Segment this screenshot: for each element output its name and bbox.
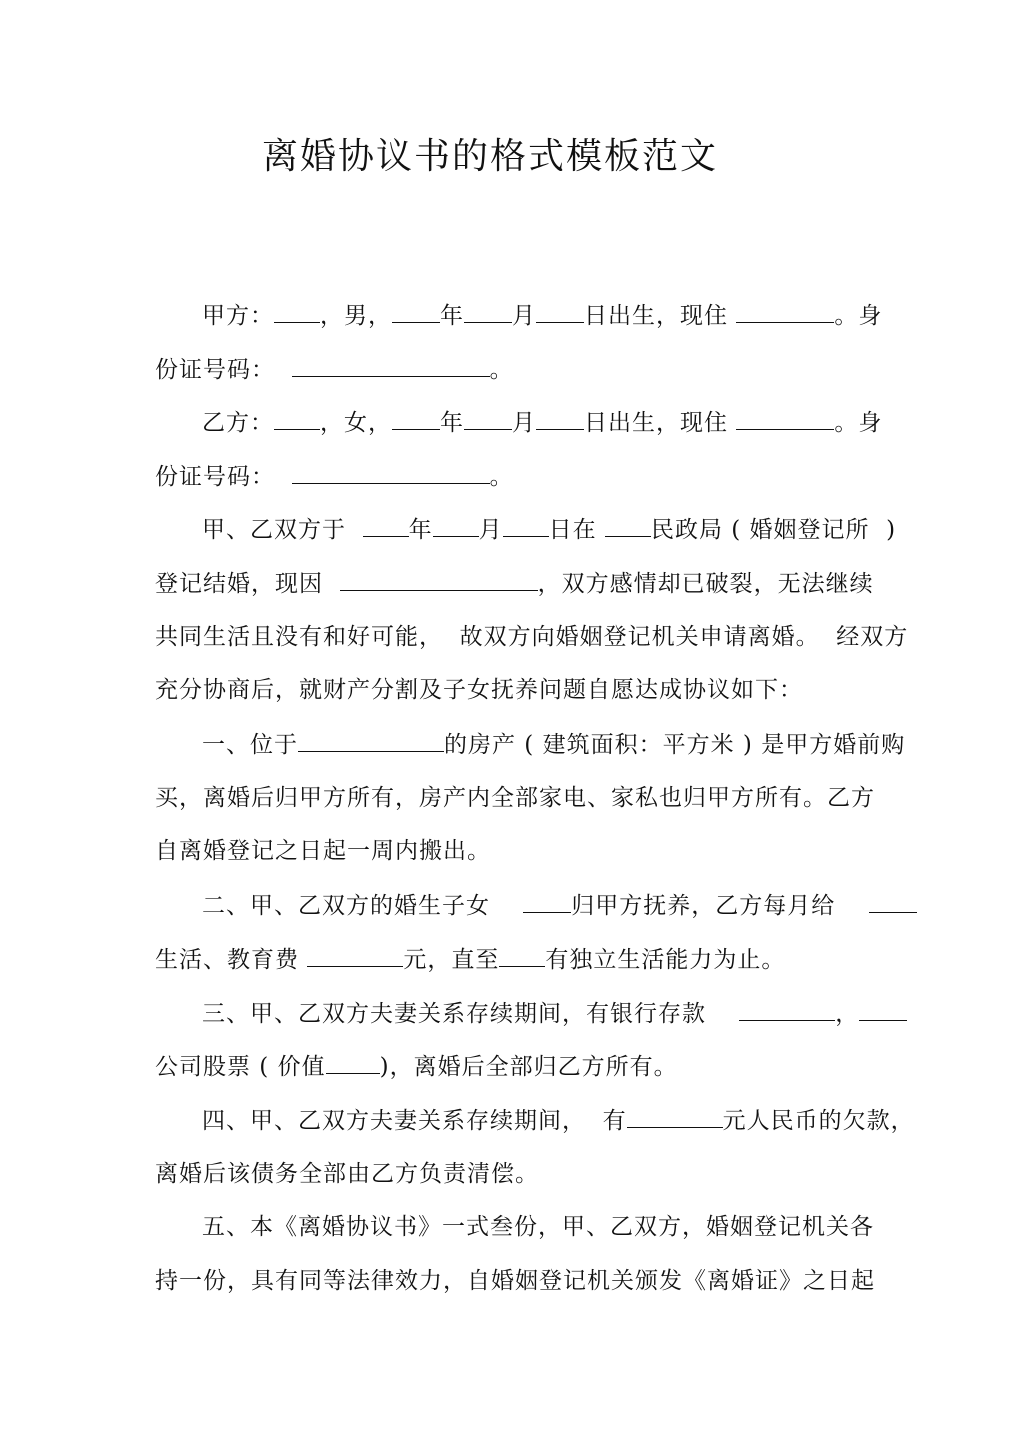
blank-field — [340, 568, 538, 591]
party-b-line: 乙方： ，女， 年 月 日出生，现住 。身 — [202, 407, 882, 438]
paragraph-line: 持一份，具有同等法律效力，自婚姻登记机关颁发《离婚证》之日起 — [155, 1268, 875, 1294]
blank-field — [869, 890, 917, 913]
paragraph-line: 离婚后该债务全部由乙方负责清偿。 — [155, 1161, 539, 1187]
blank-field — [523, 890, 571, 913]
blank-field — [503, 514, 549, 537]
blank-field — [736, 300, 834, 323]
document-title: 离婚协议书的格式模板范文 — [261, 136, 718, 177]
clause-4-line: 四、甲、乙双方夫妻关系存续期间， 有 元人民币的欠款， — [202, 1105, 915, 1136]
blank-field — [859, 998, 907, 1021]
blank-field — [736, 407, 834, 430]
blank-field — [536, 407, 584, 430]
blank-field — [274, 407, 320, 430]
blank-field — [274, 300, 320, 323]
blank-field — [392, 407, 440, 430]
blank-field — [464, 300, 512, 323]
clause-5-line: 五、本《离婚协议书》一式叁份，甲、乙双方，婚姻登记机关各 — [202, 1214, 874, 1240]
blank-field — [292, 461, 490, 484]
reason-line: 登记结婚，现因 ，双方感情却已破裂，无法继续 — [155, 568, 874, 599]
blank-field — [499, 944, 545, 967]
blank-field — [307, 944, 403, 967]
blank-field — [298, 729, 444, 752]
paragraph-line: 充分协商后，就财产分割及子女抚养问题自愿达成协议如下： — [155, 677, 803, 703]
party-a-line: 甲方： ，男， 年 月 日出生，现住 。身 — [202, 300, 882, 331]
blank-field — [392, 300, 440, 323]
blank-field — [464, 407, 512, 430]
blank-field — [605, 514, 651, 537]
blank-field — [326, 1051, 380, 1074]
party-a-id-line: 份证号码： 。 — [155, 354, 514, 385]
blank-field — [739, 998, 835, 1021]
clause-2-line: 二、甲、乙双方的婚生子女 归甲方抚养，乙方每月给 — [202, 890, 917, 921]
blank-field — [627, 1105, 723, 1128]
clause-1-line: 一、位于 的房产 ( 建筑面积：平方米 ) 是甲方婚前购 — [202, 729, 905, 760]
paragraph-line: 自离婚登记之日起一周内搬出。 — [155, 838, 491, 864]
blank-field — [536, 300, 584, 323]
clause-3-line: 三、甲、乙双方夫妻关系存续期间，有银行存款 ， — [202, 998, 907, 1029]
blank-field — [363, 514, 409, 537]
blank-field — [433, 514, 479, 537]
blank-field — [292, 354, 490, 377]
clause-2-continued-line: 生活、教育费 元，直至 有独立生活能力为止。 — [155, 944, 785, 975]
marriage-registration-line: 甲、乙双方于 年 月 日在 民政局 ( 婚姻登记所 ) — [202, 514, 896, 545]
paragraph-line: 共同生活且没有和好可能， 故双方向婚姻登记机关申请离婚。 经双方 — [155, 624, 909, 650]
paragraph-line: 买，离婚后归甲方所有，房产内全部家电、家私也归甲方所有。乙方 — [155, 785, 875, 811]
clause-3-continued-line: 公司股票 ( 价值 )，离婚后全部归乙方所有。 — [155, 1051, 678, 1082]
party-b-id-line: 份证号码： 。 — [155, 461, 514, 492]
